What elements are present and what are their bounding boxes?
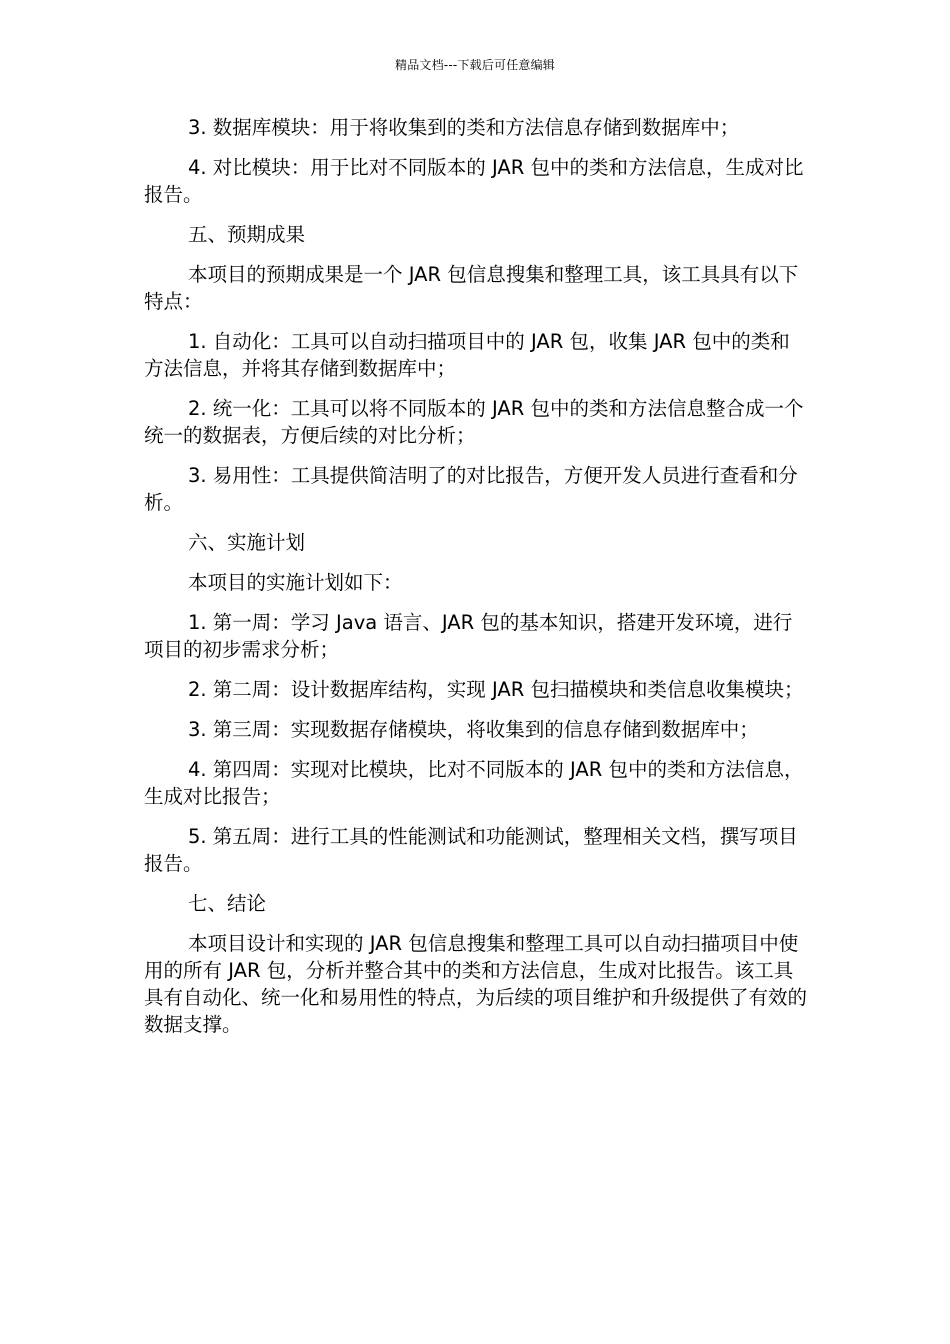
paragraph-compare-module: 4. 对比模块：用于比对不同版本的 JAR 包中的类和方法信息，生成对比报告。 [144, 156, 804, 206]
paragraph-conclusion: 本项目设计和实现的 JAR 包信息搜集和整理工具可以自动扫描项目中使用的所有 JAR 包，分析并整合其中的类和方法信息，生成对比报告。该工具具有自动化、统一化和易用性的特点，为后续的项目维护和升级提供了有效的数据支撑。 [144, 932, 808, 1036]
section-heading-implementation-plan: 六、实施计划 [188, 531, 306, 554]
paragraph-database-module: 3. 数据库模块：用于将收集到的类和方法信息存储到数据库中； [188, 116, 740, 139]
list-item-automation: 1. 自动化：工具可以自动扫描项目中的 JAR 包，收集 JAR 包中的类和方法信息，并将其存储到数据库中； [144, 330, 790, 380]
list-item-unification: 2. 统一化：工具可以将不同版本的 JAR 包中的类和方法信息整合成一个统一的数据表，方便后续的对比分析； [144, 397, 804, 447]
list-item-week-5: 5. 第五周：进行工具的性能测试和功能测试，整理相关文档，撰写项目报告。 [144, 825, 798, 875]
document-body [144, 114, 808, 1051]
section-heading-expected-results: 五、预期成果 [188, 223, 306, 246]
page-header: 精品文档---下载后可任意编辑 [395, 58, 555, 72]
list-item-week-4: 4. 第四周：实现对比模块，比对不同版本的 JAR 包中的类和方法信息，生成对比报告； [144, 758, 804, 808]
section-heading-conclusion: 七、结论 [188, 892, 267, 915]
list-item-usability: 3. 易用性：工具提供简洁明了的对比报告，方便开发人员进行查看和分析。 [144, 464, 798, 514]
list-item-week-1: 1. 第一周：学习 Java 语言、JAR 包的基本知识，搭建开发环境，进行项目的初步需求分析； [144, 611, 793, 661]
paragraph-expected-results-intro: 本项目的预期成果是一个 JAR 包信息搜集和整理工具，该工具具有以下特点： [144, 263, 799, 313]
list-item-week-3: 3. 第三周：实现数据存储模块，将收集到的信息存储到数据库中； [188, 718, 759, 741]
paragraph-plan-intro: 本项目的实施计划如下： [188, 571, 403, 594]
list-item-week-2: 2. 第二周：设计数据库结构，实现 JAR 包扫描模块和类信息收集模块； [188, 678, 804, 701]
